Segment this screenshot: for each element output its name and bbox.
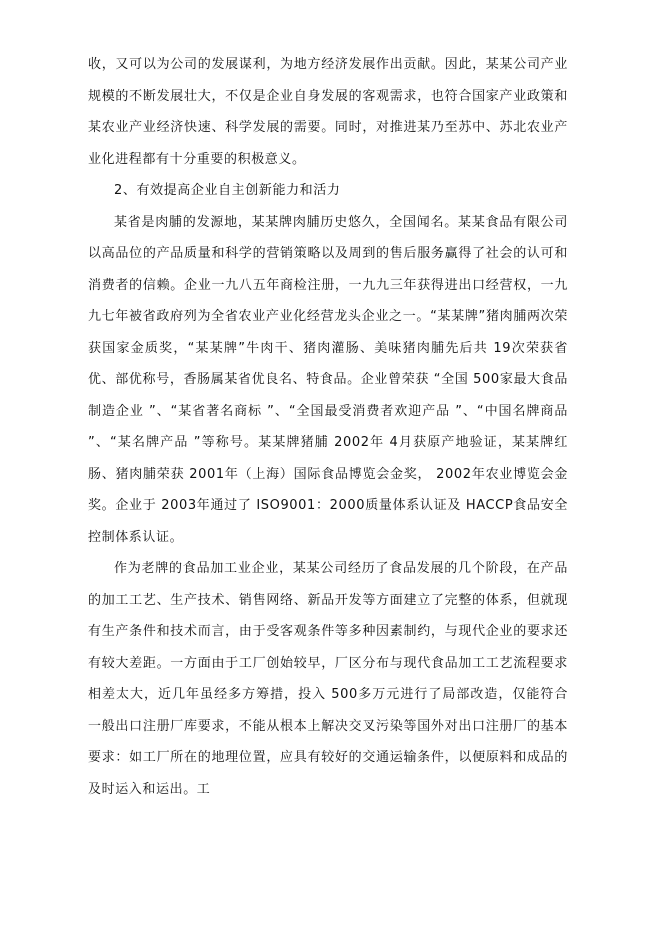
paragraph-production-conditions: 作为老牌的食品加工业企业，某某公司经历了食品发展的几个阶段，在产品的加工工艺、生产技术、销售网络、新品开发等方面建立了完整的体系，但就现有生产条件和技术而言，由于受客观条件等多种因素制约，与现代企业的要求还有较大差距。一方面由于工厂创始较早，厂区分布与现代食品加工工艺流程要求相差太大，近几年虽经多方筹措，投入 500多万元进行了局部改造，仅能符合一般出口注册厂库要求，不能从根本上解决交叉污染等国外对出口注册厂的基本要求：如工厂所在的地理位置，应具有较好的交通运输条件，以便原料和成品的及时运入和运出。工 (88, 561, 568, 797)
paragraph-continuation: 收，又可以为公司的发展谋利，为地方经济发展作出贡献。因此，某某公司产业规模的不断发展壮大，不仅是企业自身发展的客观需求，也符合国家产业政策和某农业产业经济快速、科学发展的需要。同时，对推进某乃至苏中、苏北农业产业化进程都有十分重要的积极意义。 (88, 57, 568, 167)
section-heading: 2、有效提高企业自主创新能力和活力 (114, 183, 341, 198)
paragraph-company-history: 某省是肉脯的发源地，某某牌肉脯历史悠久，全国闻名。某某食品有限公司以高品位的产品质量和科学的营销策略以及周到的售后服务赢得了社会的认可和消费者的信赖。企业一九八五年商检注册，一九九三年获得进出口经营权，一九九七年被省政府列为全省农业产业化经营龙头企业之一。“某某牌”猪肉脯两次荣获国家金质奖，“某某牌”牛肉干、猪肉灌肠、美味猪肉脯先后共 19次荣获省优、部优称号，香肠属某省优良名、特食品。企业曾荣获 “全国 500家最大食品制造企业 ”、“某省著名商标 ”、“全国最受消费者欢迎产品 ”、“中国名牌商品 ”、“某名牌产品 ”等称号。某某牌猪脯 2002年 4月获原产地验证，某某牌红肠、猪肉脯荣获 2001年（上海）国际食品博览会金奖， 2002年农业博览会金奖。企业于 2003年通过了 ISO9001：2000质量体系认证及 HACCP食品安全控制体系认证。 (88, 214, 568, 545)
document-body (88, 49, 568, 805)
